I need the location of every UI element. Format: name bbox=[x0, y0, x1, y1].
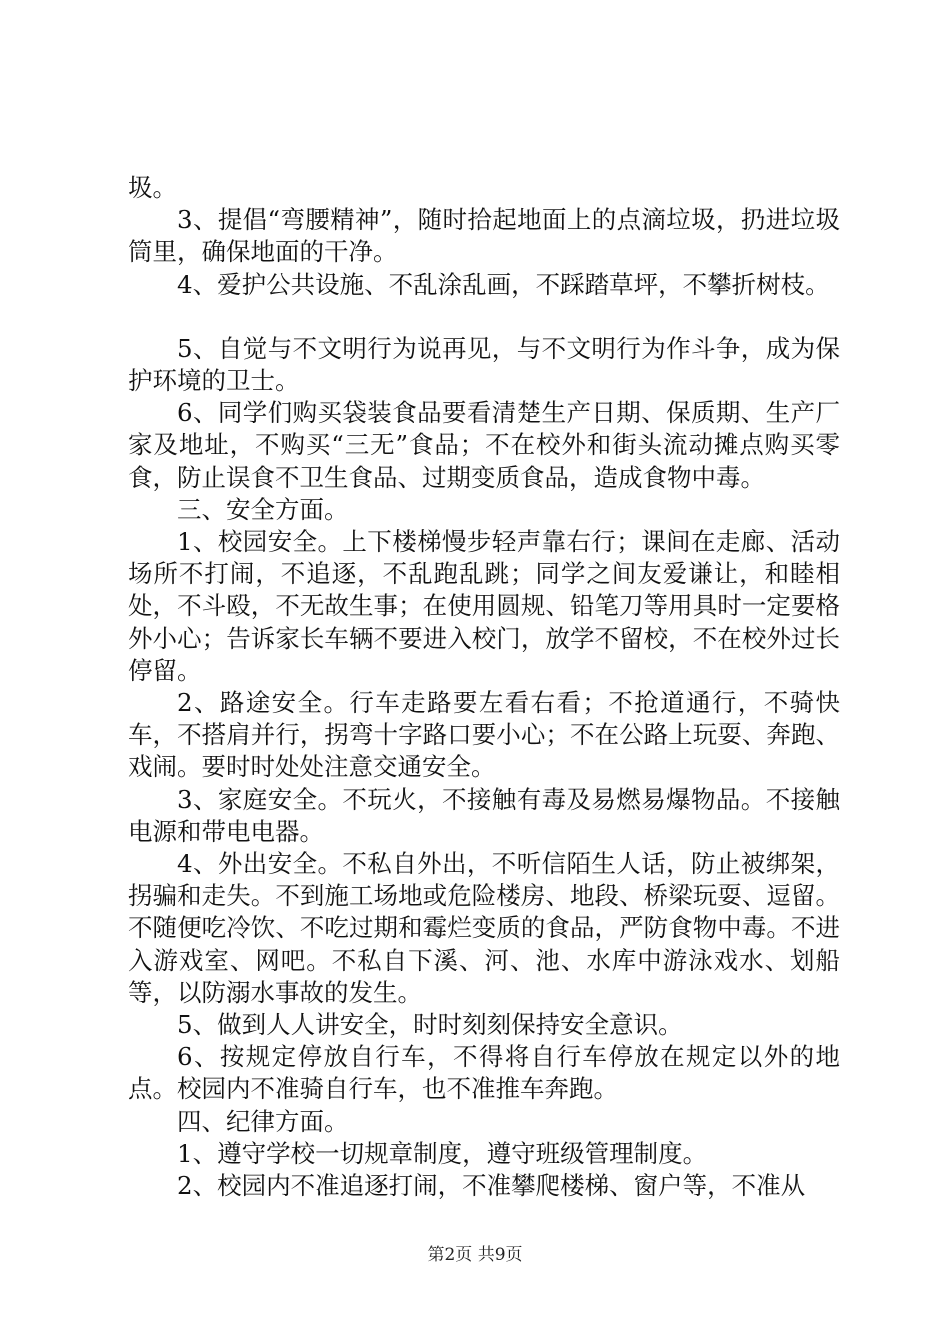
paragraph: 4、爱护公共设施、不乱涂乱画，不踩踏草坪，不攀折树枝。 bbox=[177, 269, 830, 299]
paragraph: 3、家庭安全。不玩火，不接触有毒及易燃易爆物品。不接触电源和带电电器。 bbox=[128, 784, 840, 846]
paragraph: 1、遵守学校一切规章制度，遵守班级管理制度。 bbox=[177, 1138, 708, 1168]
paragraph: 4、外出安全。不私自外出，不听信陌生人话，防止被绑架，拐骗和走失。不到施工场地或危险楼房、地段、桥梁玩耍、逗留。不随便吃冷饮、不吃过期和霉烂变质的食品，严防食物中毒。不进入游戏室、网吧。不私自下溪、河、池、水库中游泳戏水、划船等，以防溺水事故的发生。 bbox=[128, 849, 840, 1007]
document-body bbox=[128, 172, 840, 1202]
paragraph: 6、按规定停放自行车，不得将自行车停放在规定以外的地点。校园内不准骑自行车，也不准推车奔跑。 bbox=[128, 1042, 840, 1104]
paragraph: 6、同学们购买袋装食品要看清楚生产日期、保质期、生产厂家及地址，不购买“三无”食品；不在校外和街头流动摊点购买零食，防止误食不卫生食品、过期变质食品，造成食物中毒。 bbox=[128, 398, 840, 492]
paragraph: 5、自觉与不文明行为说再见，与不文明行为作斗争，成为保护环境的卫士。 bbox=[128, 333, 840, 396]
section-heading: 三、安全方面。 bbox=[177, 494, 349, 524]
paragraph: 2、校园内不准追逐打闹，不准攀爬楼梯、窗户等，不准从 bbox=[177, 1171, 806, 1201]
paragraph: 5、做到人人讲安全，时时刻刻保持安全意识。 bbox=[177, 1010, 683, 1040]
paragraph: 1、校园安全。上下楼梯慢步轻声靠右行；课间在走廊、活动场所不打闹，不追逐，不乱跑乱跳；同学之间友爱谦让，和睦相处，不斗殴，不无故生事；在使用圆规、铅笔刀等用具时一定要格外小心；告诉家长车辆不要进入校门，放学不留校，不在校外过长停留。 bbox=[128, 527, 840, 685]
paragraph: 3、提倡“弯腰精神”，随时拾起地面上的点滴垃圾，扔进垃圾筒里，确保地面的干净。 bbox=[128, 205, 840, 267]
section-heading: 四、纪律方面。 bbox=[177, 1106, 349, 1136]
paragraph: 2、路途安全。行车走路要左看右看；不抢道通行，不骑快车，不搭肩并行，拐弯十字路口要小心；不在公路上玩耍、奔跑、戏闹。要时时处处注意交通安全。 bbox=[128, 688, 840, 782]
page-number: 第2页 共9页 bbox=[427, 1245, 523, 1265]
page-footer bbox=[0, 1244, 950, 1266]
paragraph: 圾。 bbox=[128, 173, 177, 202]
